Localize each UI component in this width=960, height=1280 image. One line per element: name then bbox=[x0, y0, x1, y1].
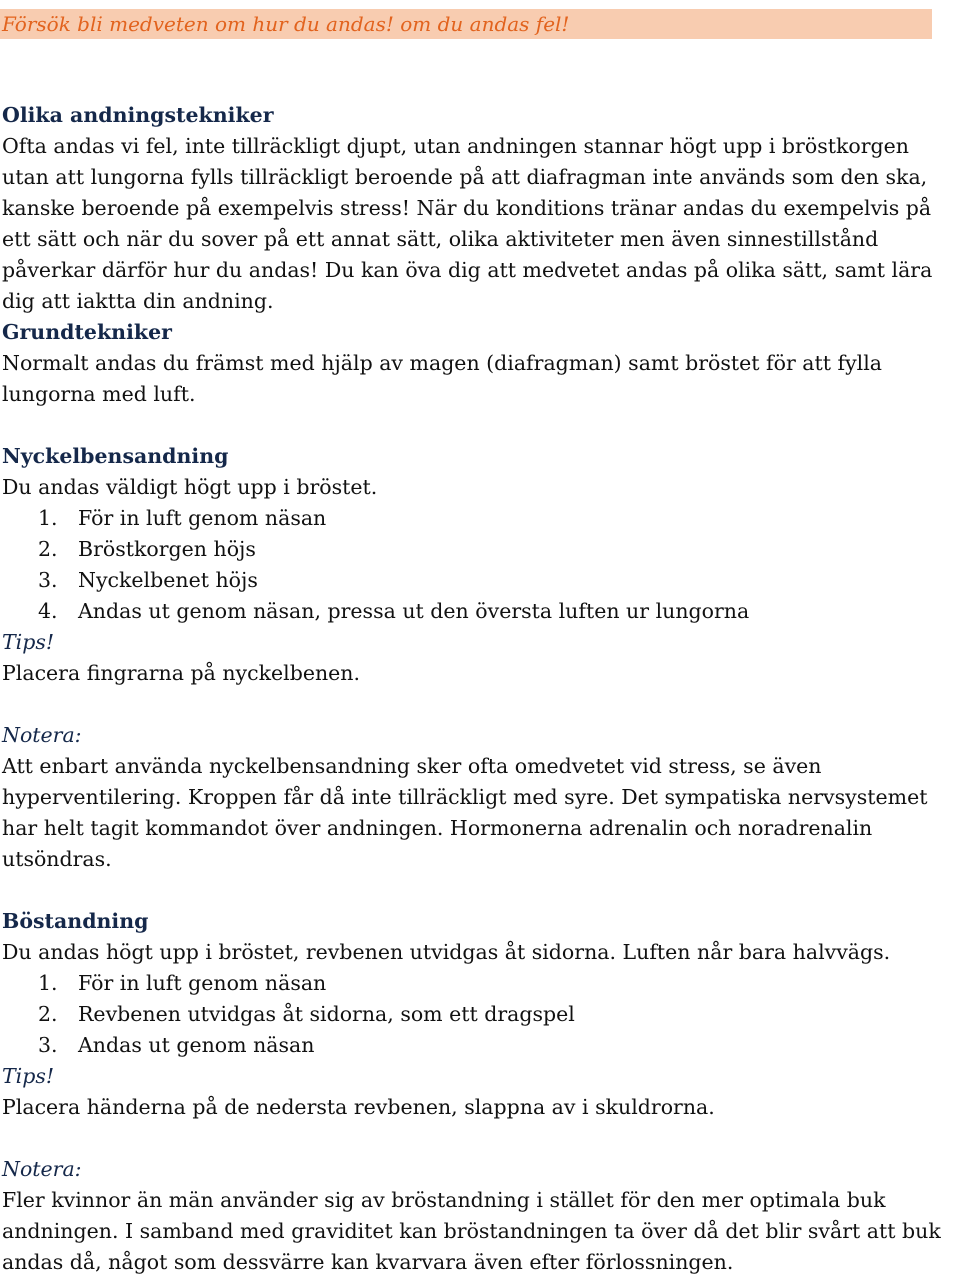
grund-paragraph: Normalt andas du främst med hjälp av magen (diafragman) samt bröstet för att fylla lungorna med luft. bbox=[2, 351, 882, 406]
list-item bbox=[2, 999, 958, 1030]
nyckel-steps-list bbox=[2, 503, 958, 627]
list-number: 2. bbox=[38, 537, 58, 561]
banner-heading: Försök bli medveten om hur du andas! om du andas fel! bbox=[0, 9, 932, 39]
list-number: 3. bbox=[38, 1033, 58, 1057]
brost-tip-label: Tips! bbox=[2, 1064, 55, 1088]
brost-tip-text: Placera händerna på de nedersta revbenen, slappna av i skuldrorna. bbox=[2, 1095, 715, 1119]
brost-paragraph: Du andas högt upp i bröstet, revbenen utvidgas åt sidorna. Luften når bara halvvägs. bbox=[2, 940, 891, 964]
list-item-text: Bröstkorgen höjs bbox=[78, 537, 256, 561]
list-item-text: Andas ut genom näsan bbox=[78, 1033, 315, 1057]
list-number: 1. bbox=[38, 506, 58, 530]
intro-paragraph: Ofta andas vi fel, inte tillräckligt djupt, utan andningen stannar högt upp i bröstkorgen utan att lungorna fylls tillräckligt beroende på att diafragman inte används som den ska, kanske beroende på exempelvis stress! När du konditions tränar andas du exempelvis på ett sätt och när du sover på ett annat sätt, olika aktiviteter men även sinnestillstånd påverkar därför hur du andas! Du kan öva dig att medvetet andas på olika sätt, samt lära dig att iaktta din andning. bbox=[2, 134, 933, 313]
section-heading-grundtekniker: Grundtekniker bbox=[2, 320, 172, 344]
document-content bbox=[2, 100, 958, 1278]
nyckel-note-text: Att enbart använda nyckelbensandning sker ofta omedvetet vid stress, se även hyperventilering. Kroppen får då inte tillräckligt med syre. Det sympatiska nervsystemet har helt tagit kommandot över andningen. Hormonerna adrenalin och noradrenalin utsöndras. bbox=[2, 754, 928, 871]
spacer bbox=[2, 410, 958, 441]
nyckel-tip-label: Tips! bbox=[2, 630, 55, 654]
list-item bbox=[2, 968, 958, 999]
spacer bbox=[2, 689, 958, 720]
brost-note-label: Notera: bbox=[2, 1157, 82, 1181]
brost-steps-list bbox=[2, 968, 958, 1061]
list-number: 1. bbox=[38, 971, 58, 995]
list-item-text: För in luft genom näsan bbox=[78, 971, 327, 995]
list-number: 3. bbox=[38, 568, 58, 592]
list-item-text: Andas ut genom näsan, pressa ut den översta luften ur lungorna bbox=[78, 599, 750, 623]
list-number: 4. bbox=[38, 599, 58, 623]
nyckel-tip-text: Placera fingrarna på nyckelbenen. bbox=[2, 661, 361, 685]
list-item bbox=[2, 596, 958, 627]
list-item-text: För in luft genom näsan bbox=[78, 506, 327, 530]
list-number: 2. bbox=[38, 1002, 58, 1026]
spacer bbox=[2, 1123, 958, 1154]
nyckel-paragraph: Du andas väldigt högt upp i bröstet. bbox=[2, 475, 378, 499]
nyckel-note-label: Notera: bbox=[2, 723, 82, 747]
spacer bbox=[2, 875, 958, 906]
list-item bbox=[2, 503, 958, 534]
list-item bbox=[2, 565, 958, 596]
brost-note-text: Fler kvinnor än män använder sig av bröstandning i stället för den mer optimala buk andningen. I samband med graviditet kan bröstandningen ta över då det blir svårt att buk andas då, något som dessvärre kan kvarvara även efter förlossningen. bbox=[2, 1188, 941, 1274]
section-heading-olika-andningstekniker: Olika andningstekniker bbox=[2, 103, 274, 127]
list-item-text: Nyckelbenet höjs bbox=[78, 568, 258, 592]
list-item bbox=[2, 534, 958, 565]
list-item bbox=[2, 1030, 958, 1061]
list-item-text: Revbenen utvidgas åt sidorna, som ett dragspel bbox=[78, 1002, 575, 1026]
section-heading-nyckelbensandning: Nyckelbensandning bbox=[2, 444, 229, 468]
section-heading-brostandning: Böstandning bbox=[2, 909, 149, 933]
